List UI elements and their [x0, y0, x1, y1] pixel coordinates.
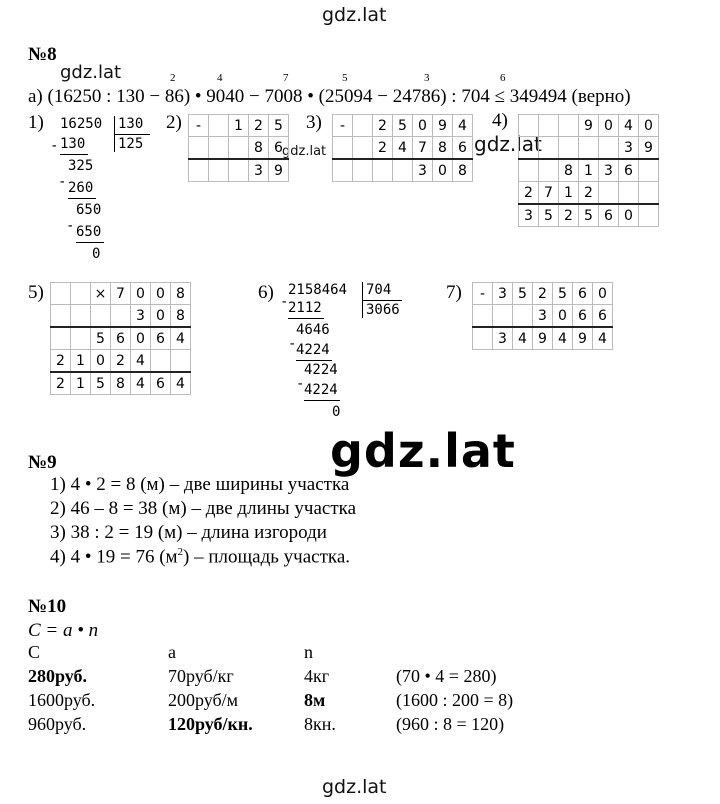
grid-cell	[151, 350, 171, 373]
grid-cell: 8	[559, 159, 579, 182]
grid-cell: 0	[151, 283, 171, 305]
div1-divisor: 130	[118, 116, 144, 132]
grid-cell: 0	[433, 159, 453, 182]
grid-cell	[539, 159, 559, 182]
long-division-1: 16250 130 125 - 130 325 - 260 650 - 650 0	[56, 116, 166, 276]
grid-cell: 9	[433, 115, 453, 137]
div6-step-5: 4224	[304, 382, 338, 398]
label-5: 5)	[28, 282, 44, 303]
grid-cell: 6	[151, 327, 171, 350]
grid-cell	[473, 305, 493, 328]
grid-cell	[493, 305, 513, 328]
grid-cell: 4	[453, 115, 473, 137]
grid-cell	[189, 159, 209, 182]
column-multiplication-4	[518, 114, 659, 227]
ex10-r1-c: 280руб.	[28, 666, 88, 686]
grid-cell: 9	[269, 159, 289, 182]
grid-cell	[189, 137, 209, 160]
ex10-r1-n: 4кг	[304, 666, 330, 686]
grid-cell: 4	[393, 137, 413, 160]
grid-cell	[111, 305, 131, 328]
label-2: 2)	[166, 112, 182, 133]
grid-cell: 7	[413, 137, 433, 160]
grid-cell: 2	[519, 182, 539, 205]
label-6: 6)	[258, 282, 274, 303]
grid-cell	[393, 159, 413, 182]
grid-cell: 3	[599, 159, 619, 182]
grid-cell: 2	[579, 182, 599, 205]
grid-cell: 1	[71, 350, 91, 373]
ex9-line-1: 1) 4 • 2 = 8 (м) – две ширины участка	[50, 474, 350, 495]
order-mark-2: 4	[217, 72, 223, 84]
grid-cell: -	[333, 115, 353, 137]
grid-cell	[353, 137, 373, 160]
div6-dividend: 2158464	[288, 282, 348, 298]
grid-cell: 7	[539, 182, 559, 205]
div6-divisor: 704	[366, 282, 392, 298]
grid-cell	[229, 137, 249, 160]
grid-cell: 8	[171, 305, 191, 328]
grid-cell: 4	[593, 327, 613, 350]
grid-cell: 3	[413, 159, 433, 182]
grid-cell	[539, 137, 559, 160]
grid-cell: 4	[171, 372, 191, 395]
column-subtraction-2	[188, 114, 289, 182]
grid-cell	[51, 305, 71, 328]
div6-step-3: 4224	[296, 342, 330, 358]
ex10-header-n: n	[304, 642, 313, 662]
grid-cell	[71, 327, 91, 350]
grid-cell: 5	[539, 204, 559, 227]
grid-cell: 8	[453, 159, 473, 182]
grid-cell	[333, 159, 353, 182]
grid-cell	[473, 327, 493, 350]
grid-cell	[559, 137, 579, 160]
grid-cell: 5	[91, 327, 111, 350]
grid-cell: 9	[573, 327, 593, 350]
grid-cell: ×	[91, 283, 111, 305]
grid-cell: 1	[229, 115, 249, 137]
label-3: 3)	[306, 112, 322, 133]
grid-cell: 0	[91, 350, 111, 373]
grid-cell	[333, 137, 353, 160]
long-division-6: 2158464 704 3066 - 2112 4646 - 4224 4224 - 4224 0	[284, 282, 424, 420]
order-mark-4: 5	[342, 72, 348, 84]
watermark-big: gdz.lat	[330, 424, 516, 478]
grid-cell: 0	[619, 204, 639, 227]
grid-cell: 0	[593, 283, 613, 305]
order-mark-3: 7	[283, 72, 289, 84]
order-mark-1: 2	[170, 72, 176, 84]
grid-cell: 0	[639, 115, 659, 137]
grid-cell: 3	[493, 283, 513, 305]
div1-step-4: 650	[76, 202, 102, 218]
grid-cell: 5	[91, 372, 111, 395]
grid-cell	[209, 115, 229, 137]
grid-cell: 6	[573, 305, 593, 328]
grid-cell: 6	[619, 159, 639, 182]
grid-cell	[373, 159, 393, 182]
grid-cell: 2	[249, 115, 269, 137]
column-subtraction-7	[472, 282, 613, 350]
grid-cell	[171, 350, 191, 373]
grid-cell	[209, 159, 229, 182]
grid-cell: 0	[413, 115, 433, 137]
grid-cell	[71, 283, 91, 305]
grid-cell: 1	[579, 159, 599, 182]
order-mark-5: 3	[424, 72, 430, 84]
grid-cell: 0	[599, 115, 619, 137]
grid-cell: 2	[373, 115, 393, 137]
grid-cell: 8	[111, 372, 131, 395]
grid-cell: 0	[553, 305, 573, 328]
ex10-r2-n: 8м	[304, 690, 326, 710]
grid-cell: 4	[513, 327, 533, 350]
grid-cell	[619, 182, 639, 205]
grid-cell	[559, 115, 579, 137]
grid-cell: 0	[131, 283, 151, 305]
ex10-r3-a: 120руб/кн.	[168, 714, 253, 734]
ex10-r2-calc: (1600 : 200 = 8)	[396, 690, 514, 710]
watermark-inline-3: gdz.lat	[474, 132, 542, 156]
ex8-expression: а) (16250 : 130 − 86) • 9040 − 7008 • (25094 − 24786) : 704 ≤ 349494 (верно)	[28, 86, 631, 107]
grid-cell: 6	[599, 204, 619, 227]
grid-cell	[639, 182, 659, 205]
ex10-title: №10	[28, 596, 67, 617]
grid-cell: 3	[619, 137, 639, 160]
div1-step-5: 650	[76, 224, 102, 240]
grid-cell: 1	[71, 372, 91, 395]
grid-cell: 5	[393, 115, 413, 137]
watermark-bottom: gdz.lat	[322, 776, 387, 798]
grid-cell	[579, 137, 599, 160]
label-4: 4)	[492, 110, 508, 131]
grid-cell: 5	[579, 204, 599, 227]
grid-cell: 2	[373, 137, 393, 160]
grid-cell: 3	[131, 305, 151, 328]
div1-quotient: 125	[118, 136, 144, 152]
grid-cell: 6	[453, 137, 473, 160]
grid-cell: 3	[249, 159, 269, 182]
grid-cell: 6	[269, 137, 289, 160]
grid-cell	[91, 305, 111, 328]
ex10-formula: C = a • n	[28, 620, 99, 641]
grid-cell	[519, 159, 539, 182]
grid-cell: 9	[533, 327, 553, 350]
grid-cell: 2	[559, 204, 579, 227]
ex10-r1-calc: (70 • 4 = 280)	[396, 666, 497, 686]
grid-cell: 3	[493, 327, 513, 350]
ex9-title: №9	[28, 452, 57, 473]
grid-cell: 2	[51, 350, 71, 373]
grid-cell: 2	[111, 350, 131, 373]
ex10-r3-calc: (960 : 8 = 120)	[396, 714, 505, 734]
grid-cell: 4	[131, 372, 151, 395]
div1-step-6: 0	[92, 246, 101, 262]
ex8-title: №8	[28, 44, 57, 65]
ex9-line-3: 3) 38 : 2 = 19 (м) – длина изгороди	[50, 522, 327, 543]
ex10-header-c: C	[28, 642, 41, 662]
div1-step-2: 325	[68, 158, 94, 174]
div1-dividend: 16250	[60, 116, 103, 132]
grid-cell: 4	[131, 350, 151, 373]
grid-cell	[51, 283, 71, 305]
grid-cell	[353, 159, 373, 182]
grid-cell	[639, 204, 659, 227]
column-multiplication-5	[50, 282, 191, 395]
grid-cell: 8	[171, 283, 191, 305]
grid-cell: 0	[131, 327, 151, 350]
ex10-r1-a: 70руб/кг	[168, 666, 234, 686]
grid-cell: 5	[513, 283, 533, 305]
div6-step-2: 4646	[296, 322, 330, 338]
div6-step-4: 4224	[304, 362, 338, 378]
grid-cell	[599, 182, 619, 205]
watermark-inline-1: gdz.lat	[60, 62, 122, 83]
grid-cell	[513, 305, 533, 328]
grid-cell: 0	[151, 305, 171, 328]
grid-cell	[519, 137, 539, 160]
grid-cell: -	[189, 115, 209, 137]
grid-cell: 2	[533, 283, 553, 305]
watermark-inline-2: gdz.lat	[282, 144, 327, 159]
grid-cell: 5	[269, 115, 289, 137]
grid-cell: 9	[639, 137, 659, 160]
grid-cell: 6	[593, 305, 613, 328]
grid-cell: 1	[559, 182, 579, 205]
grid-cell: 9	[579, 115, 599, 137]
grid-cell	[51, 327, 71, 350]
grid-cell: 7	[111, 283, 131, 305]
div6-step-1: 2112	[288, 300, 322, 316]
ex10-r3-n: 8кн.	[304, 714, 336, 734]
order-mark-6: 6	[500, 72, 506, 84]
label-7: 7)	[446, 282, 462, 303]
grid-cell	[229, 159, 249, 182]
watermark-top: gdz.lat	[322, 4, 387, 26]
grid-cell: 2	[51, 372, 71, 395]
div1-step-3: 260	[68, 180, 94, 196]
column-subtraction-3	[332, 114, 473, 182]
grid-cell	[639, 159, 659, 182]
grid-cell: 5	[553, 283, 573, 305]
ex10-header-a: a	[168, 642, 176, 662]
ex9-line-2: 2) 46 – 8 = 38 (м) – две длины участка	[50, 498, 357, 519]
ex10-r3-c: 960руб.	[28, 714, 87, 734]
grid-cell: 4	[553, 327, 573, 350]
ex10-r2-c: 1600руб.	[28, 690, 96, 710]
ex10-r2-a: 200руб/м	[168, 690, 239, 710]
grid-cell	[209, 137, 229, 160]
grid-cell: 3	[519, 204, 539, 227]
grid-cell	[353, 115, 373, 137]
grid-cell: 6	[111, 327, 131, 350]
div6-quotient: 3066	[366, 302, 400, 318]
grid-cell	[599, 137, 619, 160]
div1-step-1: 130	[60, 136, 86, 152]
grid-cell: 4	[171, 327, 191, 350]
ex9-line-4: 4) 4 • 19 = 76 $(м^2)$ – площадь участка.	[50, 546, 351, 568]
grid-cell: 6	[573, 283, 593, 305]
grid-cell	[539, 115, 559, 137]
grid-cell	[71, 305, 91, 328]
div6-step-6: 0	[332, 404, 341, 420]
grid-cell: -	[473, 283, 493, 305]
grid-cell: 6	[151, 372, 171, 395]
label-1: 1)	[28, 112, 44, 133]
grid-cell: 4	[619, 115, 639, 137]
grid-cell: 8	[433, 137, 453, 160]
grid-cell	[519, 115, 539, 137]
grid-cell: 8	[249, 137, 269, 160]
grid-cell: 3	[533, 305, 553, 328]
